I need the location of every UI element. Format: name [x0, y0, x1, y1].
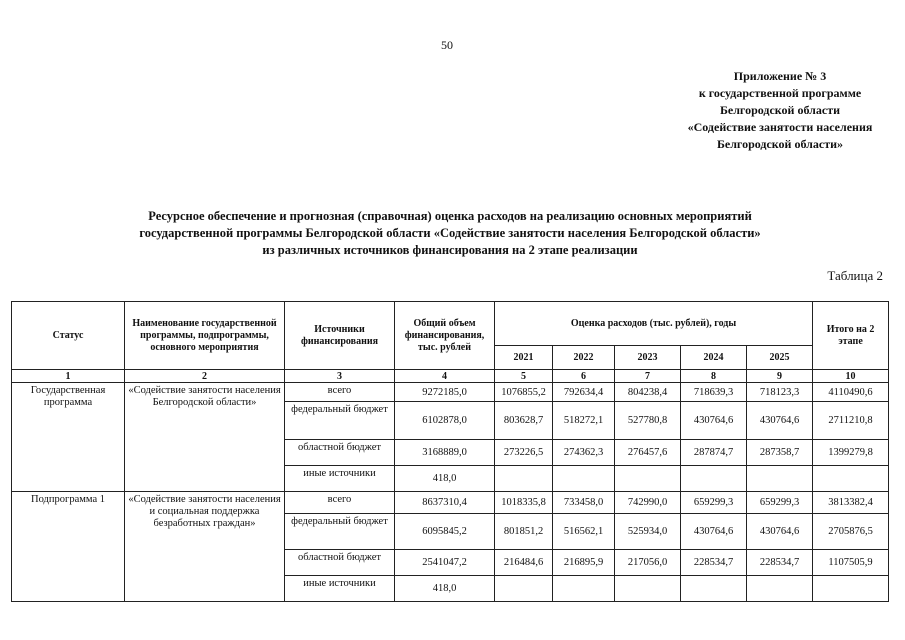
year-cell: 718123,3	[747, 383, 813, 402]
document-title	[60, 208, 840, 259]
year-cell: 801851,2	[495, 514, 553, 550]
year-cell: 516562,1	[553, 514, 615, 550]
year-cell: 430764,6	[747, 514, 813, 550]
total-cell: 8637310,4	[395, 492, 495, 514]
year-cell: 518272,1	[553, 402, 615, 440]
column-number: 9	[747, 370, 813, 383]
year-cell: 430764,6	[681, 402, 747, 440]
stage-cell	[813, 576, 889, 602]
year-cell: 430764,6	[681, 514, 747, 550]
year-cell: 287874,7	[681, 440, 747, 466]
column-number: 6	[553, 370, 615, 383]
header-year: 2023	[615, 346, 681, 370]
row-name: «Содействие занятости населения и социальная поддержка безработных граждан»	[125, 492, 285, 602]
year-cell: 742990,0	[615, 492, 681, 514]
source-cell: всего	[285, 492, 395, 514]
total-cell: 6095845,2	[395, 514, 495, 550]
year-cell: 1076855,2	[495, 383, 553, 402]
year-cell	[495, 576, 553, 602]
column-number: 8	[681, 370, 747, 383]
year-cell	[681, 576, 747, 602]
source-cell: иные источники	[285, 466, 395, 492]
year-cell	[615, 576, 681, 602]
row-status: Подпрограмма 1	[12, 492, 125, 602]
header-name: Наименование государственной программы, подпрограммы, основного мероприятия	[125, 302, 285, 370]
source-cell: федеральный бюджет	[285, 514, 395, 550]
year-cell	[681, 466, 747, 492]
table-row	[12, 383, 889, 402]
total-cell: 2541047,2	[395, 550, 495, 576]
column-number: 2	[125, 370, 285, 383]
stage-cell: 1399279,8	[813, 440, 889, 466]
year-cell: 228534,7	[681, 550, 747, 576]
appendix-line: к государственной программе	[698, 86, 862, 100]
title-line: из различных источников финансирования на 2 этапе реализации	[262, 243, 638, 257]
year-cell: 659299,3	[681, 492, 747, 514]
appendix-line: Белгородской области	[719, 103, 841, 117]
appendix-line: Приложение № 3	[733, 69, 827, 83]
year-cell: 718639,3	[681, 383, 747, 402]
year-cell: 792634,4	[553, 383, 615, 402]
year-cell: 217056,0	[615, 550, 681, 576]
year-cell	[747, 576, 813, 602]
row-name: «Содействие занятости населения Белгородской области»	[125, 383, 285, 492]
year-cell: 659299,3	[747, 492, 813, 514]
year-cell: 287358,7	[747, 440, 813, 466]
column-number: 3	[285, 370, 395, 383]
source-cell: иные источники	[285, 576, 395, 602]
stage-cell: 4110490,6	[813, 383, 889, 402]
year-cell: 1018335,8	[495, 492, 553, 514]
column-number: 7	[615, 370, 681, 383]
total-cell: 418,0	[395, 576, 495, 602]
stage-cell: 3813382,4	[813, 492, 889, 514]
stage-cell: 2705876,5	[813, 514, 889, 550]
year-cell	[747, 466, 813, 492]
year-cell: 273226,5	[495, 440, 553, 466]
header-stage-total: Итого на 2 этапе	[813, 302, 889, 370]
stage-cell: 1107505,9	[813, 550, 889, 576]
header-sources: Источники финансирования	[285, 302, 395, 370]
year-cell	[553, 576, 615, 602]
year-cell: 733458,0	[553, 492, 615, 514]
appendix-line: Белгородской области»	[716, 137, 844, 151]
year-cell: 274362,3	[553, 440, 615, 466]
year-cell: 527780,8	[615, 402, 681, 440]
year-cell: 804238,4	[615, 383, 681, 402]
year-cell: 525934,0	[615, 514, 681, 550]
year-cell: 803628,7	[495, 402, 553, 440]
year-cell	[615, 466, 681, 492]
appendix-line: «Содействие занятости населения	[687, 120, 873, 134]
year-cell: 430764,6	[747, 402, 813, 440]
year-cell: 228534,7	[747, 550, 813, 576]
source-cell: всего	[285, 383, 395, 402]
header-total-volume: Общий объем финансирования, тыс. рублей	[395, 302, 495, 370]
header-year: 2022	[553, 346, 615, 370]
header-year: 2021	[495, 346, 553, 370]
funding-table	[11, 301, 889, 602]
table-label: Таблица 2	[827, 268, 883, 283]
year-cell	[553, 466, 615, 492]
year-cell: 216895,9	[553, 550, 615, 576]
column-number: 4	[395, 370, 495, 383]
source-cell: федеральный бюджет	[285, 402, 395, 440]
title-line: Ресурсное обеспечение и прогнозная (справочная) оценка расходов на реализацию основных мероприятий	[148, 209, 752, 223]
total-cell: 3168889,0	[395, 440, 495, 466]
column-number: 5	[495, 370, 553, 383]
stage-cell	[813, 466, 889, 492]
total-cell: 418,0	[395, 466, 495, 492]
year-cell: 216484,6	[495, 550, 553, 576]
stage-cell: 2711210,8	[813, 402, 889, 440]
appendix-header	[670, 68, 890, 153]
header-status: Статус	[12, 302, 125, 370]
header-estimate: Оценка расходов (тыс. рублей), годы	[495, 302, 813, 346]
source-cell: областной бюджет	[285, 440, 395, 466]
table-row	[12, 492, 889, 514]
column-number: 10	[813, 370, 889, 383]
header-year: 2025	[747, 346, 813, 370]
column-number: 1	[12, 370, 125, 383]
header-year: 2024	[681, 346, 747, 370]
page-number: 50	[441, 38, 453, 52]
year-cell: 276457,6	[615, 440, 681, 466]
total-cell: 9272185,0	[395, 383, 495, 402]
total-cell: 6102878,0	[395, 402, 495, 440]
year-cell	[495, 466, 553, 492]
row-status: Государственная программа	[12, 383, 125, 492]
title-line: государственной программы Белгородской области «Содействие занятости населения Белгородской области»	[139, 226, 761, 240]
source-cell: областной бюджет	[285, 550, 395, 576]
